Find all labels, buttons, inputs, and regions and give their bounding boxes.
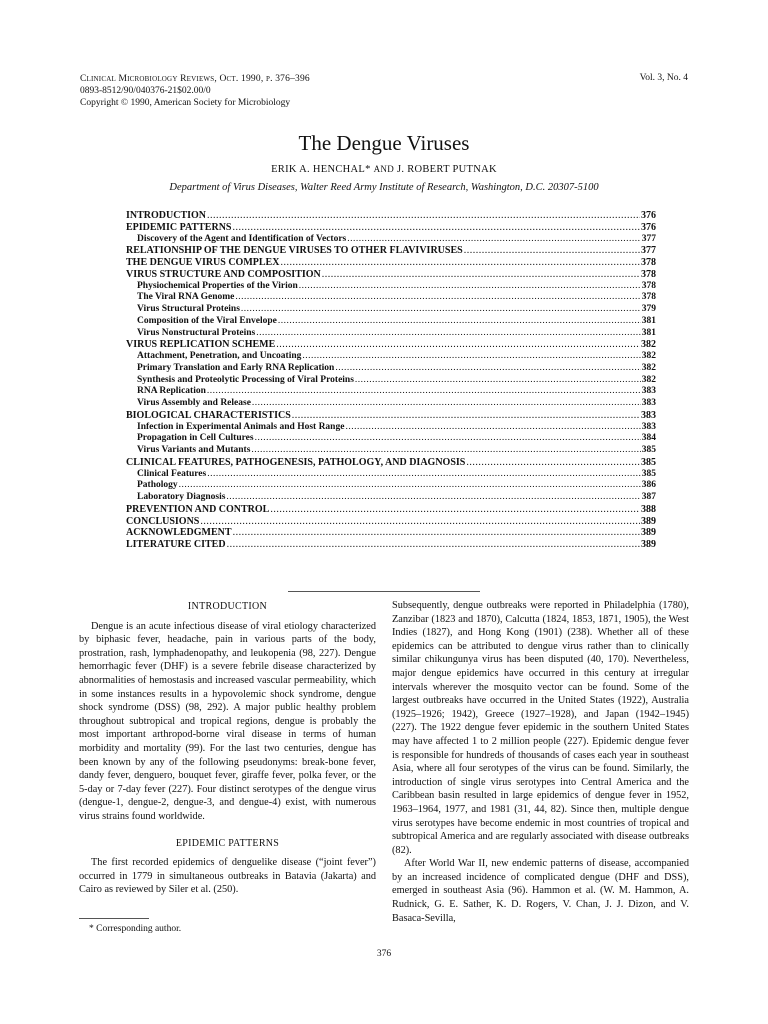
toc-leader-dots: [299, 281, 641, 293]
toc-leader-dots: [270, 504, 640, 516]
toc-entry-page: 385: [641, 456, 656, 468]
toc-entry-label: BIOLOGICAL CHARACTERISTICS: [126, 409, 291, 421]
toc-entry: [126, 504, 656, 516]
toc-entry-page: 385: [641, 445, 656, 455]
toc-entry: [126, 445, 656, 457]
toc-leader-dots: [200, 516, 640, 528]
section-heading-introduction: INTRODUCTION: [187, 601, 268, 612]
toc-entry-page: 383: [641, 409, 656, 421]
toc-entry-label: CLINICAL FEATURES, PATHOGENESIS, PATHOLOGY, AND DIAGNOSIS: [126, 456, 466, 468]
toc-entry-page: 389: [641, 527, 656, 539]
toc-leader-dots: [226, 492, 640, 504]
toc-leader-dots: [252, 398, 641, 410]
toc-entry: [126, 457, 656, 469]
toc-leader-dots: [280, 257, 640, 269]
toc-leader-dots: [256, 328, 641, 340]
toc-entry-label: Propagation in Cell Cultures: [137, 433, 254, 444]
toc-entry: [126, 469, 656, 481]
toc-entry-page: 383: [641, 421, 656, 432]
toc-entry: [126, 492, 656, 504]
toc-entry-page: 382: [641, 339, 656, 351]
toc-entry-label: VIRUS STRUCTURE AND COMPOSITION: [126, 268, 321, 280]
toc-entry-label: RNA Replication: [137, 386, 206, 397]
table-of-contents: [126, 210, 656, 551]
epidemic-paragraph: The first recorded epidemics of denguelike disease (“joint fever”) occurred in 1779 in simultaneous outbreaks in Batavia (Jakarta) and Cairo as reviewed by Siler et al. (250).: [79, 857, 376, 896]
toc-entry: [126, 398, 656, 410]
toc-entry-label: ACKNOWLEDGMENT: [126, 527, 232, 539]
toc-entry-label: Virus Structural Proteins: [137, 304, 240, 314]
toc-entry-page: 383: [641, 386, 656, 397]
toc-entry: [126, 351, 656, 363]
toc-entry: [126, 386, 656, 398]
toc-leader-dots: [235, 292, 640, 304]
toc-entry-label: Clinical Features: [137, 468, 207, 479]
toc-leader-dots: [466, 457, 640, 469]
author-and: AND: [373, 164, 395, 174]
toc-entry-label: Composition of the Viral Envelope: [137, 315, 277, 326]
toc-leader-dots: [233, 527, 640, 539]
section-heading-epidemic-patterns: EPIDEMIC PATTERNS: [175, 837, 280, 849]
toc-entry-label: RELATIONSHIP OF THE DENGUE VIRUSES TO OTHER FLAVIVIRUSES: [126, 245, 463, 257]
toc-leader-dots: [227, 539, 640, 551]
toc-entry: [126, 269, 656, 281]
toc-entry-page: 381: [641, 327, 656, 338]
toc-entry-label: LITERATURE CITED: [126, 539, 226, 550]
toc-leader-dots: [322, 269, 640, 281]
toc-entry-page: 389: [641, 515, 656, 527]
toc-entry-label: Primary Translation and Early RNA Replication: [137, 362, 335, 373]
toc-entry-page: 388: [641, 503, 656, 515]
author-first: ERIK A. HENCHAL*: [271, 164, 371, 175]
toc-leader-dots: [335, 363, 640, 375]
toc-entry-label: The Viral RNA Genome: [137, 292, 235, 303]
right-paragraph-2: After World War II, new endemic patterns of disease, accompanied by an increased incidence of complicated dengue (DHF and DSS), emerged in southeast Asia (96). Hammon et al. (W. M. Hammon, A. Rudnick, G. E. Sather, K. D. Rogers, V. Chan, J. J. Dizon, and V. Basaca-Sevilla,: [392, 858, 689, 924]
toc-entry-page: 384: [641, 433, 656, 444]
toc-entry: [126, 292, 656, 304]
issn-line: 0893-8512/90/040376-21$02.00/0: [80, 86, 211, 96]
toc-entry: [126, 222, 656, 234]
toc-leader-dots: [241, 304, 641, 316]
toc-entry-label: INTRODUCTION: [126, 210, 207, 221]
toc-entry-label: Virus Assembly and Release: [137, 398, 251, 408]
right-paragraph-1: Subsequently, dengue outbreaks were reported in Philadelphia (1780), Zanzibar (1823 and 1870), Calcutta (1824, 1853, 1871, 1905), the West Indies (1827), and Hong Kong (1901) (238). Whether all of these epidemics can be attributed to dengue virus rather than to clinically similar chikungunya virus has been disputed (40, 170). Nevertheless, major dengue epidemics have occurred in this century at irregular intervals wherever the mosquito vector can be found. Some of the largest outbreaks have occurred in the United States (1922), Australia (1925–1926; 1942), Greece (1927–1928), and Japan (1942–1945) (227). The 1922 dengue fever epidemic in the southern United States may have affected 1 to 2 million people (227). Epidemic dengue fever is responsible for hundreds of thousands of cases each year in southeast Asia, where all four serotypes of the virus can be found. Similarly, the introduction of single virus serotypes into Central America and the Caribbean basin resulted in large epidemics of dengue fever in 1952, 1963–1964, 1977, and 1981 (31, 44, 82). Since then, multiple dengue virus serotypes have become endemic in most countries of tropical and subtropical America and are regularly associated with disease outbreaks (82).: [392, 600, 689, 856]
toc-leader-dots: [355, 375, 641, 387]
toc-entry: [126, 304, 656, 316]
toc-leader-dots: [232, 222, 640, 234]
toc-entry-label: Pathology: [137, 480, 178, 491]
copyright-line: Copyright © 1990, American Society for Microbiology: [80, 98, 291, 108]
toc-entry-page: 376: [641, 210, 656, 221]
toc-entry: [126, 433, 656, 445]
affiliation: Department of Virus Diseases, Walter Reed Army Institute of Research, Washington, D.C. 20307-5100: [169, 182, 599, 193]
toc-entry-page: 378: [641, 280, 656, 291]
footnote-divider: [79, 918, 149, 919]
toc-entry: [126, 339, 656, 351]
toc-entry-page: 378: [641, 292, 656, 303]
toc-entry: [126, 527, 656, 539]
toc-leader-dots: [255, 433, 641, 445]
toc-leader-dots: [207, 469, 641, 481]
toc-entry: [126, 210, 656, 222]
toc-entry: [126, 422, 656, 434]
running-header: [80, 73, 310, 109]
toc-leader-dots: [251, 445, 640, 457]
toc-entry-page: 382: [641, 351, 656, 361]
toc-entry: [126, 516, 656, 528]
toc-entry: [126, 539, 656, 551]
toc-entry-label: THE DENGUE VIRUS COMPLEX: [126, 257, 280, 268]
toc-entry-page: 381: [641, 315, 656, 326]
toc-entry: [126, 480, 656, 492]
toc-entry: [126, 234, 656, 246]
toc-leader-dots: [179, 480, 641, 492]
toc-entry-page: 379: [641, 304, 656, 314]
journal-line: Clinical Microbiology Reviews, Oct. 1990, p. 376–396: [80, 74, 310, 84]
toc-entry-label: Synthesis and Proteolytic Processing of Viral Proteins: [137, 374, 354, 385]
toc-entry-label: Virus Nonstructural Proteins: [137, 327, 256, 338]
toc-leader-dots: [345, 422, 640, 434]
toc-entry-label: Attachment, Penetration, and Uncoating: [137, 351, 302, 361]
article-title: The Dengue Viruses: [298, 131, 470, 155]
toc-entry-page: 382: [641, 362, 656, 373]
toc-entry-page: 387: [641, 492, 656, 502]
toc-entry-label: Physiochemical Properties of the Virion: [137, 280, 298, 291]
author-second: J. ROBERT PUTNAK: [396, 164, 497, 175]
toc-leader-dots: [464, 245, 640, 257]
toc-entry-page: 378: [641, 257, 656, 268]
toc-entry-page: 389: [641, 539, 656, 550]
volume-label: Vol. 3, No. 4: [639, 73, 688, 83]
toc-entry-label: Discovery of the Agent and Identification of Vectors: [137, 233, 347, 244]
toc-entry-label: PREVENTION AND CONTROL: [126, 503, 270, 515]
toc-entry: [126, 257, 656, 269]
toc-entry-label: VIRUS REPLICATION SCHEME: [126, 339, 276, 351]
author-line: [0, 164, 768, 175]
toc-leader-dots: [276, 339, 640, 351]
toc-entry-label: EPIDEMIC PATTERNS: [126, 221, 232, 233]
toc-entry-page: 376: [641, 221, 656, 233]
toc-leader-dots: [278, 316, 641, 328]
toc-entry: [126, 363, 656, 375]
page-number: 376: [376, 949, 392, 959]
toc-entry-page: 385: [641, 468, 656, 479]
toc-leader-dots: [207, 210, 640, 222]
left-column: [79, 599, 376, 897]
toc-entry-page: 382: [641, 374, 656, 385]
toc-entry-page: 383: [641, 398, 656, 408]
intro-paragraph: Dengue is an acute infectious disease of viral etiology characterized by biphasic fever, headache, pain in various parts of the body, prostration, rash, lymphadenopathy, and leukopenia (98, 227). Dengue hemorrhagic fever (DHF) is a severe febrile disease characterized by abnormalities of hemostasis and increased vascular permeability, which in some instances results in a hypovolemic shock syndrome, dengue shock syndrome (DSS) (98, 292). A major public healthy problem throughout subtropical and tropical regions, dengue is probably the most important arthropod-borne viral disease in terms of human morbidity and mortality (99). For the last two centuries, dengue has been known by any of the following pseudonyms: break-bone fever, dandy fever, denguero, bouquet fever, giraffe fever, polka fever, or the 5-day or 7-day fever (227). Four distinct serotypes of the dengue virus (dengue-1, dengue-2, dengue-3, and dengue-4) exist, with numerous virus strains found worldwide.: [79, 620, 376, 822]
toc-entry-page: 377: [641, 233, 656, 244]
toc-leader-dots: [302, 351, 640, 363]
right-column: [392, 599, 689, 925]
footnote: * Corresponding author.: [89, 924, 182, 934]
toc-entry: [126, 328, 656, 340]
toc-leader-dots: [292, 410, 640, 422]
section-divider: [288, 591, 480, 592]
toc-entry-label: Virus Variants and Mutants: [137, 445, 251, 455]
toc-entry-label: Laboratory Diagnosis: [137, 492, 226, 502]
toc-leader-dots: [347, 234, 641, 246]
toc-entry: [126, 245, 656, 257]
toc-entry: [126, 375, 656, 387]
toc-entry-page: 386: [641, 480, 656, 491]
toc-leader-dots: [207, 386, 641, 398]
toc-entry-page: 378: [641, 268, 656, 280]
toc-entry-label: Infection in Experimental Animals and Host Range: [137, 421, 345, 432]
toc-entry-label: CONCLUSIONS: [126, 515, 200, 527]
toc-entry: [126, 281, 656, 293]
toc-entry-page: 377: [641, 245, 656, 257]
toc-entry: [126, 316, 656, 328]
toc-entry: [126, 410, 656, 422]
